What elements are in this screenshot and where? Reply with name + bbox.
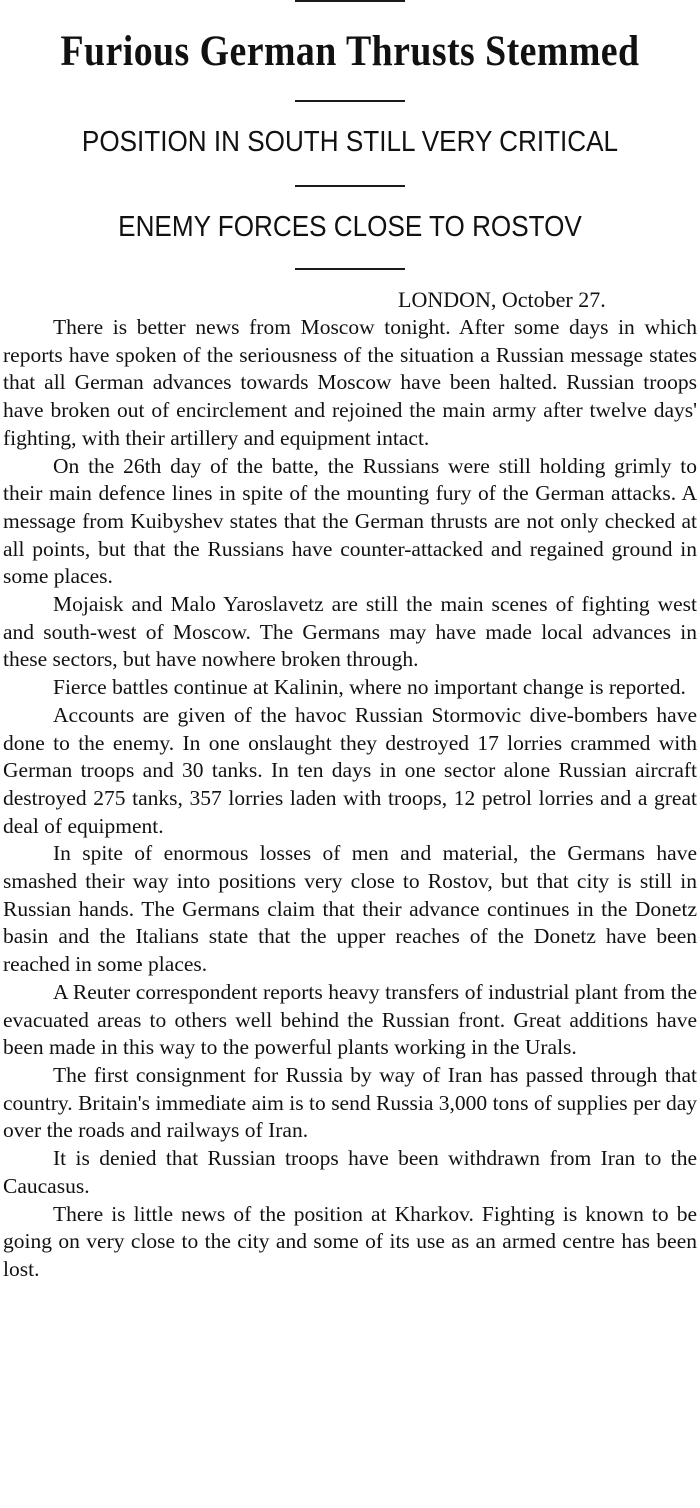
paragraph-kharkov: There is little news of the position at Kharkov. Fighting is known to be going on very close to the city and some of its use as an armed centre has been lost. bbox=[3, 1201, 697, 1281]
paragraph-dive-bombers: Accounts are given of the havoc Russian Stormovic dive-bombers have done to the enemy. In one onslaught they destroyed 17 lorries crammed with German troops and 30 tanks. In ten days in one sector alone Russian aircraft destroyed 275 tanks, 357 lorries laden with troops, 12 petrol lorries and a great deal of equipment. bbox=[3, 702, 697, 838]
dateline-rule bbox=[295, 268, 405, 270]
dateline: LONDON, October 27. bbox=[398, 287, 606, 312]
subheadline-rostov: ENEMY FORCES CLOSE TO ROSTOV bbox=[118, 211, 582, 243]
subheadline-south: POSITION IN SOUTH STILL VERY CRITICAL bbox=[81, 126, 619, 158]
paragraph-iran-supplies: The first consignment for Russia by way of Iran has passed through that country. Britain's immediate aim is to send Russia 3,000 tons of supplies per day over the roads and railways of Iran. bbox=[3, 1062, 697, 1143]
paragraph-moscow-news: There is better news from Moscow tonight. After some days in which reports have spoken of the seriousness of the situation a Russian message states that all German advances towards Moscow have been halted. Russian troops have broken out of encirclement and rejoined the main army after twelve days' fighting, with their artillery and equipment intact. bbox=[3, 315, 697, 450]
paragraph-caucasus: It is denied that Russian troops have been withdrawn from Iran to the Caucasus. bbox=[3, 1146, 697, 1198]
paragraph-rostov: In spite of enormous losses of men and material, the Germans have smashed their way into positions very close to Rostov, but that city is still in Russian hands. The Germans claim that their advance continues in the Donetz basin and the Italians state that the upper reaches of the Donetz have been reached in some places. bbox=[3, 841, 697, 977]
paragraph-kalinin: Fierce battles continue at Kalinin, where no important change is reported. bbox=[53, 675, 686, 700]
headline: Furious German Thrusts Stemmed bbox=[60, 28, 640, 75]
headline-rule bbox=[295, 100, 405, 102]
paragraph-industrial-plant: A Reuter correspondent reports heavy transfers of industrial plant from the evacuated areas to others well behind the Russian front. Great additions have been made in this way to the powerful plants working in the Urals. bbox=[3, 979, 697, 1060]
article-body bbox=[3, 314, 697, 1284]
top-rule bbox=[295, 0, 405, 2]
paragraph-defence-lines: On the 26th day of the batte, the Russians were still holding grimly to their main defence lines in spite of the mounting fury of the German attacks. A message from Kuibyshev states that the German thrusts are not only checked at all points, but that the Russians have counter-attacked and regained ground in some places. bbox=[3, 453, 697, 589]
paragraph-mojaisk: Mojaisk and Malo Yaroslavetz are still the main scenes of fighting west and south-west of Moscow. The Germans may have made local advances in these sectors, but have nowhere broken through. bbox=[3, 592, 697, 672]
subheadline-rule bbox=[295, 185, 405, 187]
